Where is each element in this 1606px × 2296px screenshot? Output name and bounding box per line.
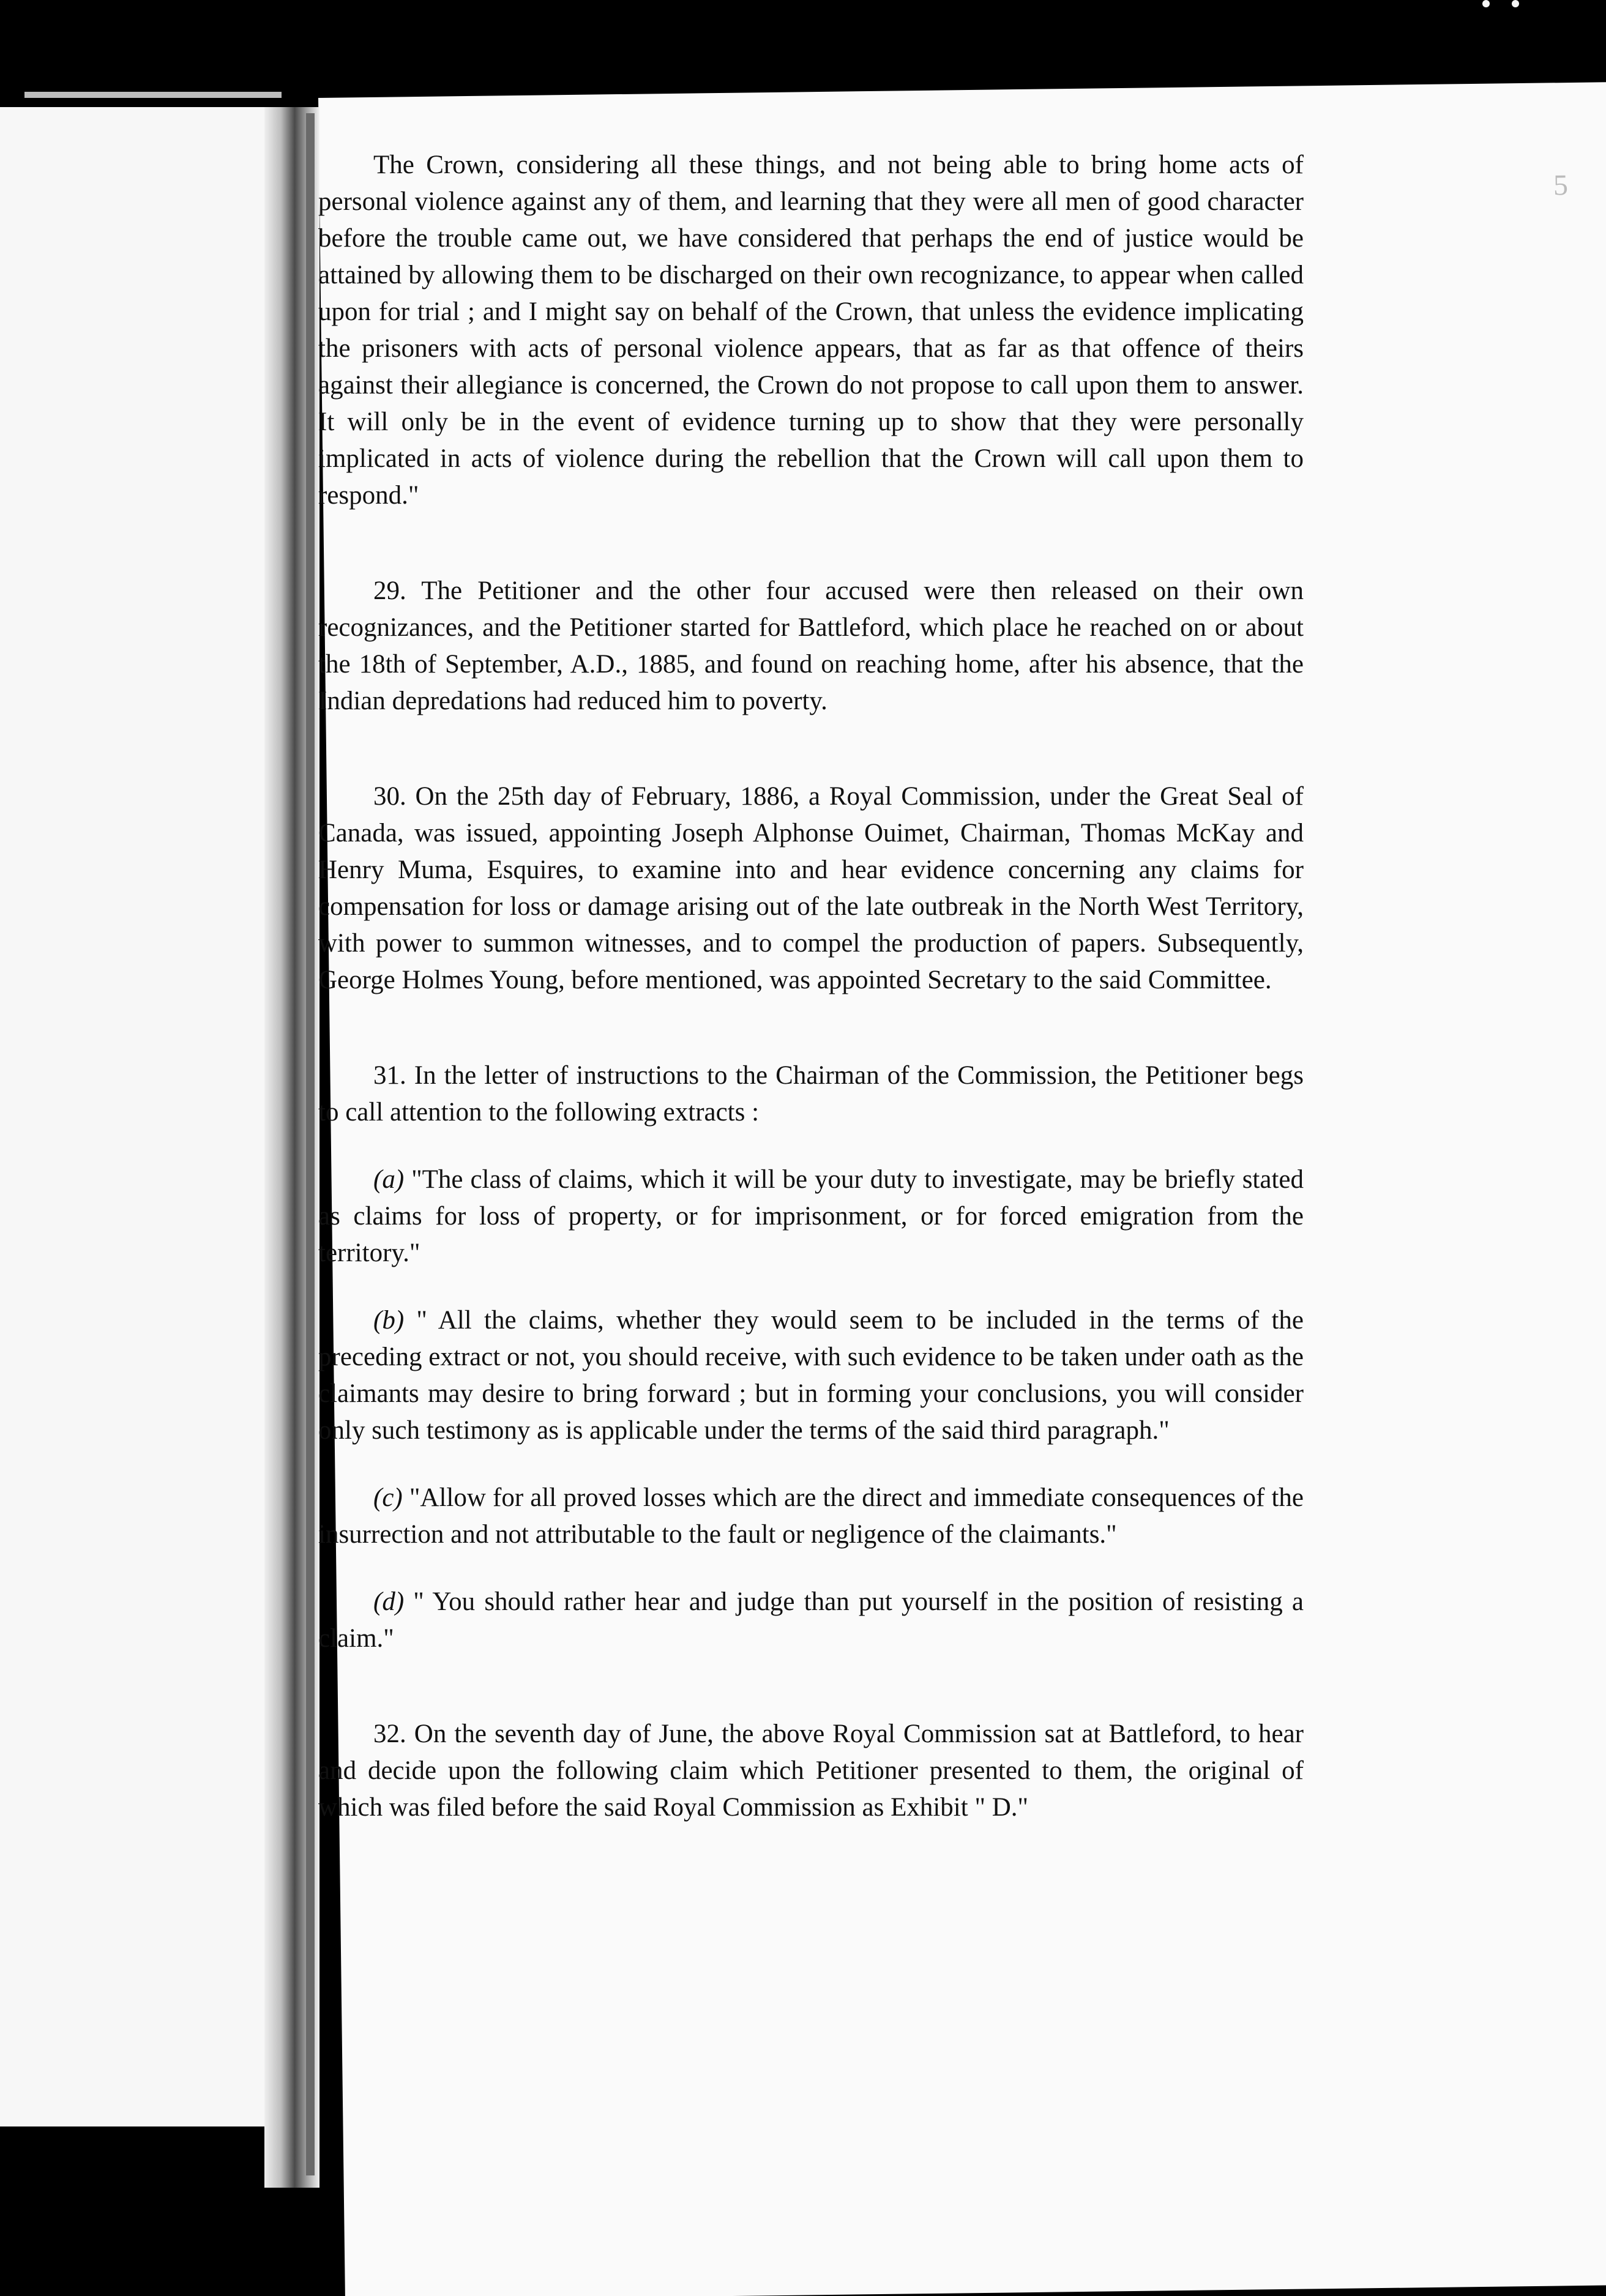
scan-edge-dot [1482, 0, 1490, 7]
extract-d-label: (d) [373, 1587, 405, 1616]
extract-c [318, 1480, 1304, 1553]
paragraph-32: 32. On the seventh day of June, the above Royal Commission sat at Battleford, to hear and decide upon the following claim which Petitioner presented to them, the original of which was filed before the said Royal Commission as Exhibit " D." [318, 1720, 1304, 1822]
page-number-mark: 5 [1553, 169, 1569, 202]
paragraph-30: 30. On the 25th day of February, 1886, a Royal Commission, under the Great Seal of Canada, was issued, appointing Joseph Alphonse Ouimet, Chairman, Thomas McKay and Henry Muma, Esquires, to examine into and hear evidence concerning any claims for compensation for loss or damage arising out of the late outbreak in the North West Territory, with power to summon witnesses, and to compel the production of papers. Subsequently, George Holmes Young, before mentioned, was appointed Secretary to the said Committee. [318, 782, 1304, 994]
extract-b-label: (b) [373, 1306, 405, 1335]
left-facing-page [0, 107, 286, 2126]
extract-d [318, 1584, 1304, 1657]
extract-d-text: " You should rather hear and judge than put yourself in the position of resisting a claim." [318, 1587, 1304, 1653]
extract-b [318, 1302, 1304, 1449]
binding-shadow [306, 113, 315, 2175]
scan-edge-dot [1512, 0, 1519, 7]
extract-a-text: "The class of claims, which it will be your duty to investigate, may be briefly stated as claims for loss of property, or for imprisonment, or for forced emigration from the territory." [318, 1165, 1304, 1267]
paragraph-31: 31. In the letter of instructions to the Chairman of the Commission, the Petitioner begs to call attention to the following extracts : [318, 1061, 1304, 1127]
extract-c-label: (c) [373, 1483, 403, 1512]
extract-c-text: "Allow for all proved losses which are the direct and immediate consequences of the insurrection and not attributable to the fault or negligence of the claimants." [318, 1483, 1304, 1549]
extract-a-label: (a) [373, 1165, 405, 1194]
body-text [318, 147, 1304, 1826]
paragraph-crown-statement: The Crown, considering all these things, and not being able to bring home acts of personal violence against any of them, and learning that they were all men of good character before the trouble came out, we have considered that perhaps the end of justice would be attained by allowing them to be discharged on their own recognizance, to appear when called upon for trial ; and I might say on behalf of the Crown, that unless the evidence implicating the prisoners with acts of personal violence appears, that as far as that offence of theirs against their allegiance is concerned, the Crown do not propose to call upon them to answer. It will only be in the event of evidence turning up to show that they were personally implicated in acts of violence during the rebellion that the Crown will call upon them to respond." [318, 151, 1304, 510]
paragraph-29: 29. The Petitioner and the other four accused were then released on their own recognizances, and the Petitioner started for Battleford, which place he reached on or about the 18th of September, A.D., 1885, and found on reaching home, after his absence, that the Indian depredations had reduced him to poverty. [318, 576, 1304, 715]
page-edge [24, 92, 282, 98]
extract-a [318, 1161, 1304, 1272]
extract-b-text: " All the claims, whether they would seem to be included in the terms of the preceding extract or not, you should receive, with such evidence to be taken under oath as the claimants may desire to bring forward ; but in forming your conclusions, you will consider only such testimony as is applicable under the terms of the said third paragraph." [318, 1306, 1304, 1445]
